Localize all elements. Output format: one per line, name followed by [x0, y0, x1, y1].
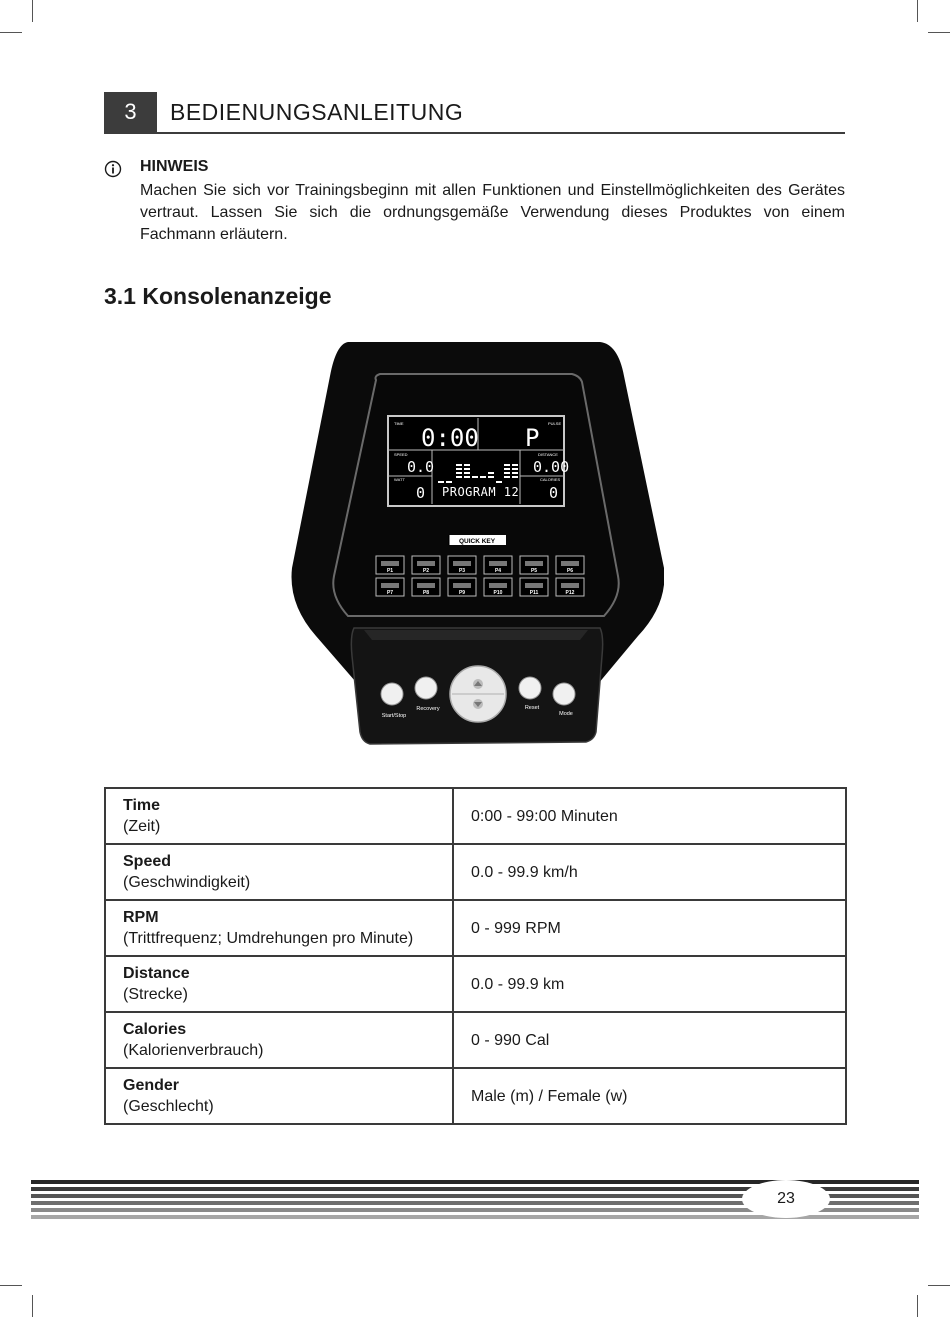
- spec-feature-translation: (Strecke): [123, 986, 188, 1003]
- lcd-program-text: PROGRAM 12: [442, 485, 520, 499]
- spec-value: 0.0 - 99.9 km: [453, 956, 846, 1012]
- chapter-title: BEDIENUNGSANLEITUNG: [170, 99, 464, 125]
- section-title: 3.1 Konsolenanzeige: [104, 283, 332, 309]
- reset-button[interactable]: [519, 677, 541, 699]
- crop-mark: [928, 32, 950, 33]
- lcd-time-value: 0:00: [421, 424, 479, 452]
- spec-feature-name: Time: [123, 797, 161, 814]
- lcd-time-label: TIME: [394, 421, 404, 426]
- page-number: 23: [742, 1180, 830, 1218]
- spec-feature-cell: [105, 1068, 453, 1124]
- crop-mark: [917, 0, 918, 22]
- hint-heading: HINWEIS: [140, 158, 209, 175]
- program-key-p3[interactable]: [448, 556, 476, 574]
- spec-feature-cell: [105, 844, 453, 900]
- table-row: [105, 956, 846, 1012]
- program-key-p7[interactable]: [376, 578, 404, 596]
- table-row: [105, 1012, 846, 1068]
- program-key-p12[interactable]: [556, 578, 584, 596]
- spec-feature-cell: [105, 1012, 453, 1068]
- lcd-watt-label: WATT: [394, 477, 405, 482]
- program-key-p6[interactable]: [556, 556, 584, 574]
- program-key-p2[interactable]: [412, 556, 440, 574]
- program-key-p11[interactable]: [520, 578, 548, 596]
- start-stop-button[interactable]: [381, 683, 403, 705]
- lcd-calories-label: CALORIES: [540, 477, 561, 482]
- spec-value: 0.0 - 99.9 km/h: [453, 844, 846, 900]
- spec-feature-name: Distance: [123, 965, 190, 982]
- spec-value: 0:00 - 99:00 Minuten: [453, 788, 846, 844]
- spec-feature-translation: (Geschlecht): [123, 1098, 214, 1115]
- spec-feature-cell: [105, 788, 453, 844]
- crop-mark: [0, 1285, 22, 1286]
- spec-feature-translation: (Kalorienverbrauch): [123, 1042, 264, 1059]
- spec-feature-name: Gender: [123, 1077, 180, 1094]
- info-icon: [104, 160, 122, 178]
- lcd-pulse-label: PULSE: [548, 421, 562, 426]
- lcd-pulse-value: P: [525, 424, 540, 452]
- reset-label: Reset: [524, 705, 540, 711]
- program-key-label: P3: [458, 568, 466, 574]
- lcd-distance-label: DISTANCE: [538, 452, 558, 457]
- spec-value: Male (m) / Female (w): [453, 1068, 846, 1124]
- program-key-label: P4: [494, 568, 502, 574]
- program-key-p9[interactable]: [448, 578, 476, 596]
- program-key-label: P12: [565, 590, 575, 596]
- crop-mark: [928, 1285, 950, 1286]
- console-image: [288, 336, 664, 756]
- spec-feature-translation: (Geschwindigkeit): [123, 874, 251, 891]
- program-key-p1[interactable]: [376, 556, 404, 574]
- program-key-label: P2: [422, 568, 430, 574]
- spec-feature-name: Calories: [123, 1021, 187, 1038]
- chapter-number: 3: [104, 92, 157, 132]
- hint-text: Machen Sie sich vor Trainingsbeginn mit allen Funktionen und Einstellmöglichkeiten des Gerätes vertraut. Lassen Sie sich die ordnungsgemäße Verwendung dieses Produktes von einem Fachmann erläutern.: [140, 182, 845, 243]
- program-key-p5[interactable]: [520, 556, 548, 574]
- spec-value: 0 - 999 RPM: [453, 900, 846, 956]
- spec-feature-cell: [105, 956, 453, 1012]
- table-row: [105, 788, 846, 844]
- lcd-distance-value: 0.00: [533, 458, 570, 476]
- program-key-p10[interactable]: [484, 578, 512, 596]
- program-key-label: P11: [529, 590, 539, 596]
- spec-feature-name: Speed: [123, 853, 172, 870]
- program-key-label: P5: [530, 568, 538, 574]
- spec-table: [104, 787, 847, 1125]
- lcd-speed-label: SPEED: [394, 452, 408, 457]
- mode-label: Mode: [559, 711, 573, 717]
- lcd-display: [388, 416, 569, 506]
- program-key-label: P9: [458, 590, 466, 596]
- spec-feature-cell: [105, 900, 453, 956]
- recovery-button[interactable]: [415, 677, 437, 699]
- crop-mark: [32, 1295, 33, 1317]
- lcd-watt-value: 0: [416, 484, 426, 502]
- mode-button[interactable]: [553, 683, 575, 705]
- crop-mark: [917, 1295, 918, 1317]
- lcd-speed-value: 0.0: [407, 458, 435, 476]
- table-row: [105, 1068, 846, 1124]
- program-key-label: P7: [386, 590, 394, 596]
- spec-value: 0 - 990 Cal: [453, 1012, 846, 1068]
- crop-mark: [0, 32, 22, 33]
- chapter-rule: [104, 132, 845, 134]
- lcd-calories-value: 0: [549, 484, 559, 502]
- program-key-label: P10: [493, 590, 503, 596]
- table-row: [105, 900, 846, 956]
- program-key-label: P1: [386, 568, 394, 574]
- program-key-label: P8: [422, 590, 430, 596]
- table-row: [105, 844, 846, 900]
- spec-feature-translation: (Zeit): [123, 818, 161, 835]
- quick-key-label: QUICK KEY: [458, 538, 496, 545]
- program-key-p4[interactable]: [484, 556, 512, 574]
- program-key-p8[interactable]: [412, 578, 440, 596]
- program-key-label: P6: [566, 568, 574, 574]
- chapter-header: [104, 92, 845, 134]
- recovery-label: Recovery: [416, 706, 440, 712]
- spec-feature-translation: (Trittfrequenz; Umdrehungen pro Minute): [123, 930, 414, 947]
- crop-mark: [32, 0, 33, 22]
- console-button-panel-lip: [364, 630, 588, 640]
- spec-feature-name: RPM: [123, 909, 159, 926]
- start-stop-label: Start/Stop: [381, 713, 407, 719]
